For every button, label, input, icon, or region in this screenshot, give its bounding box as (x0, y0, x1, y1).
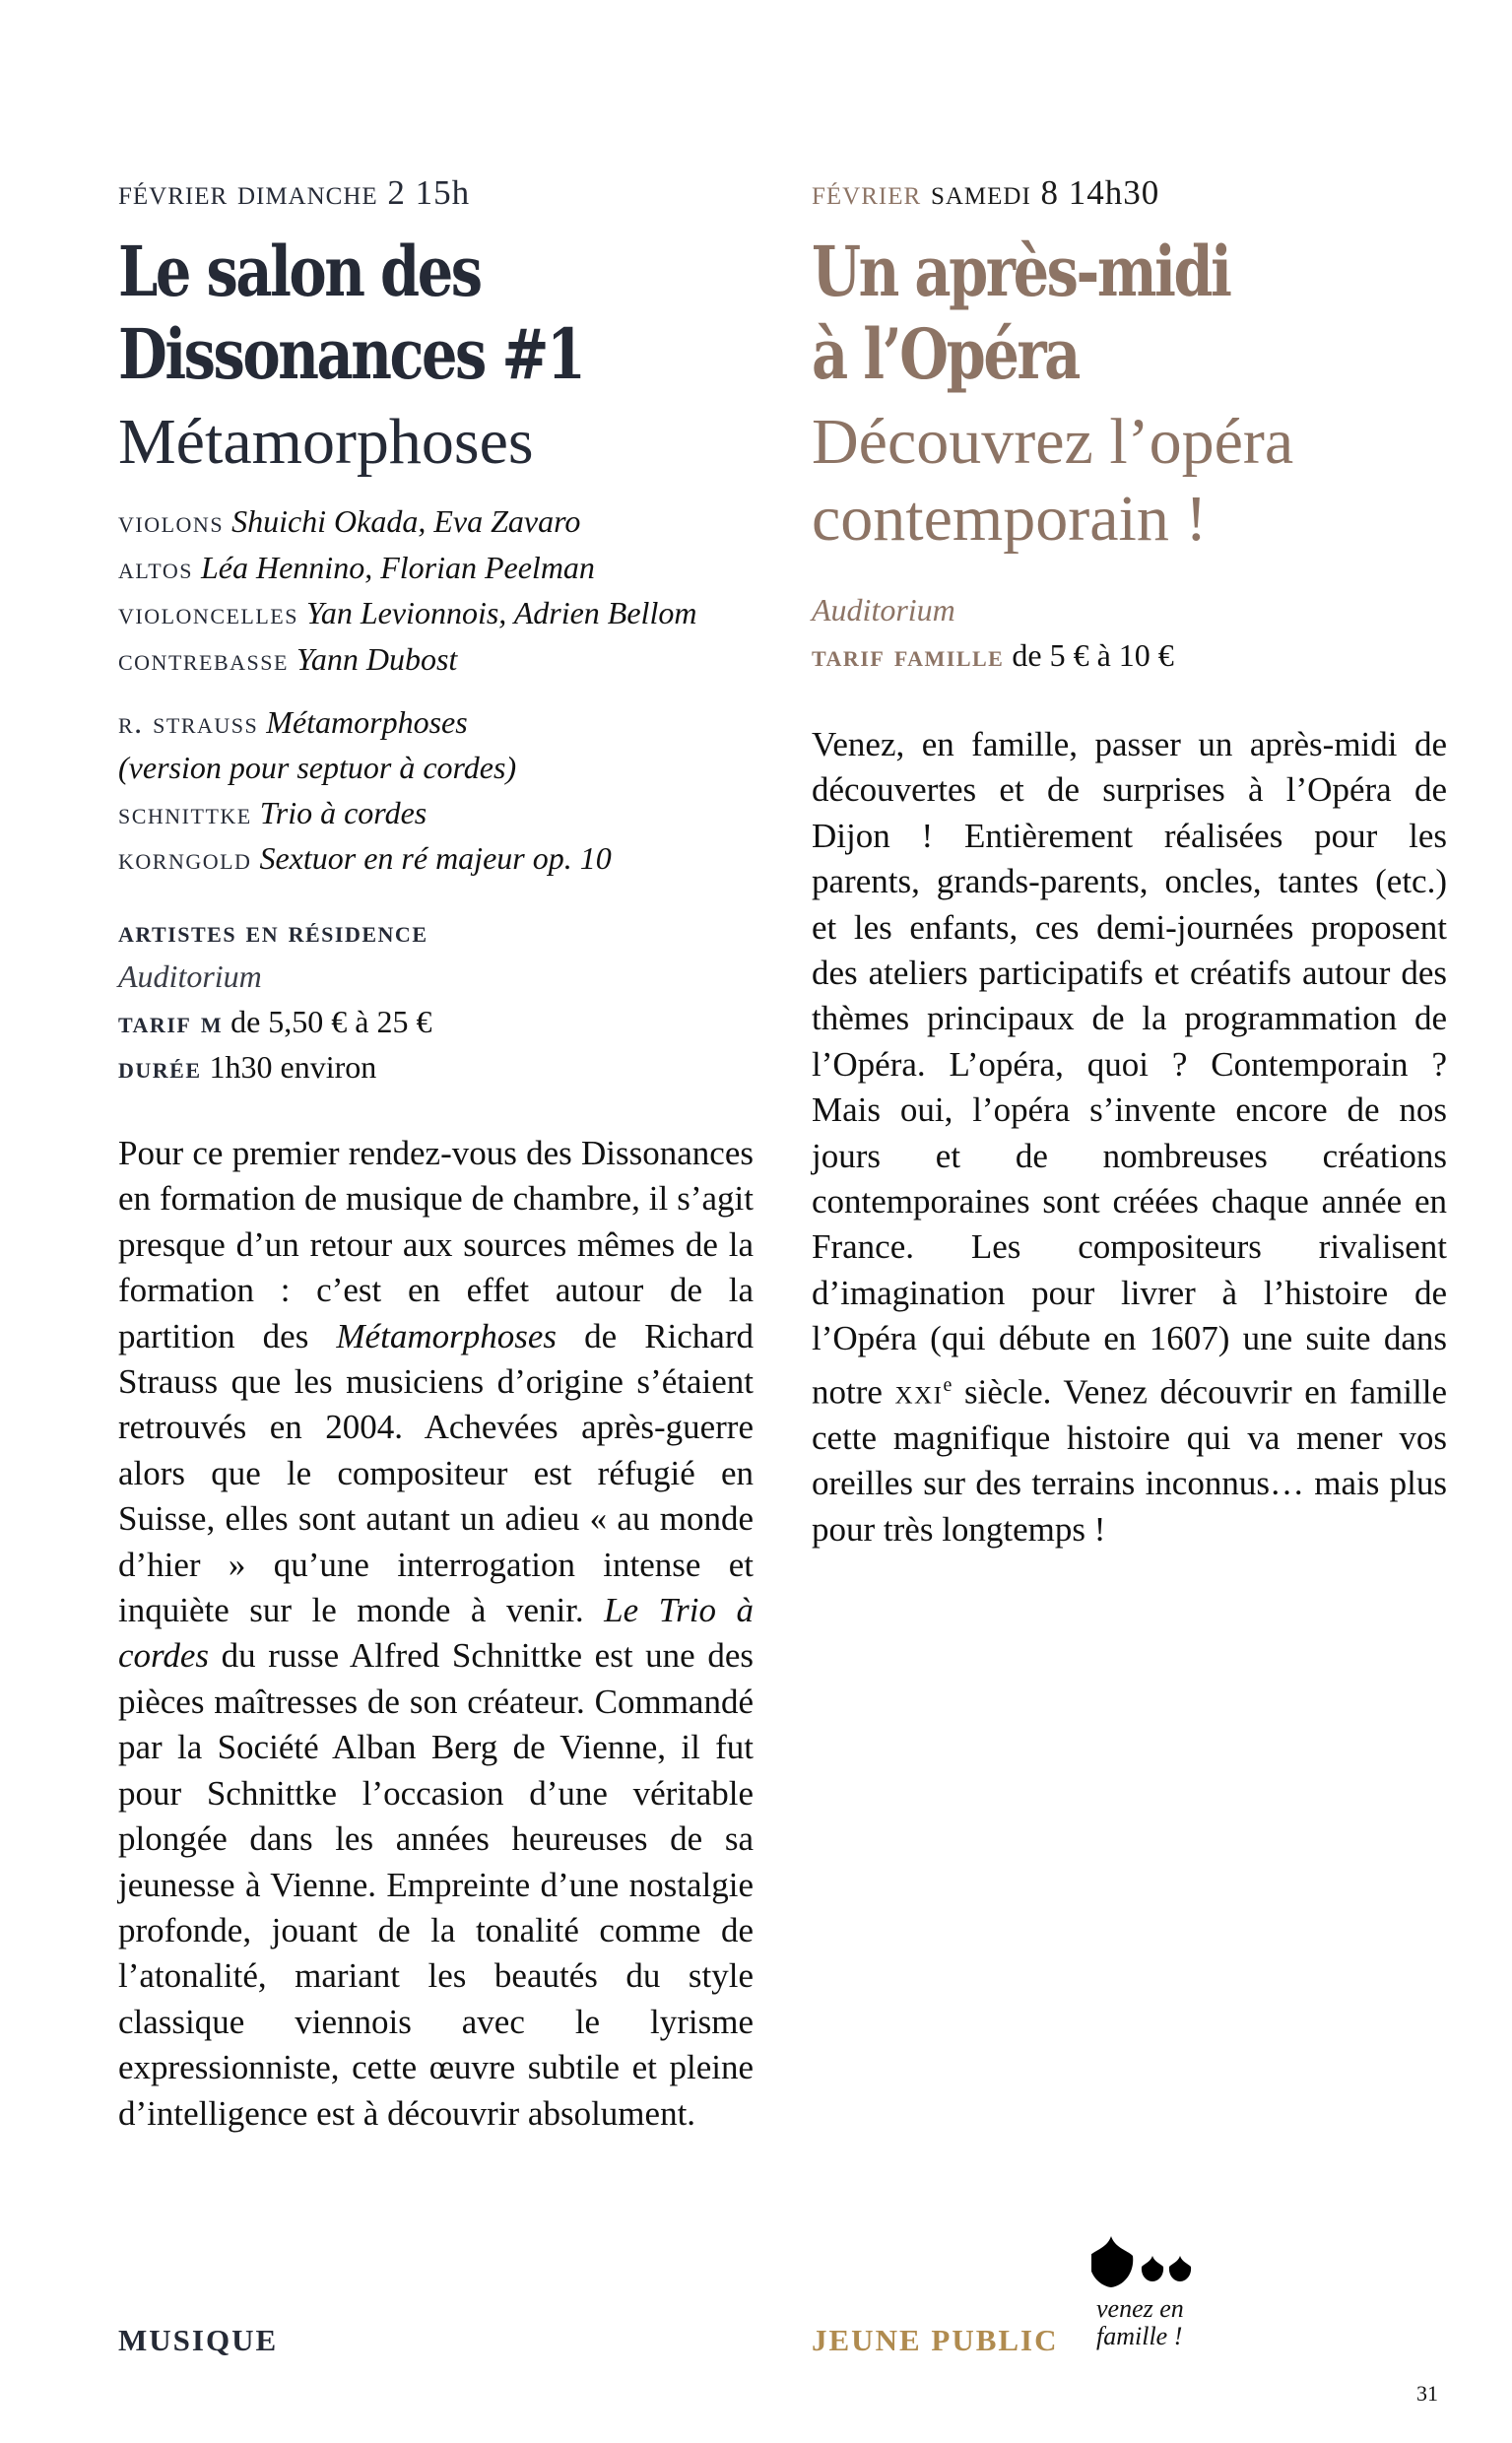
price-label: tarif famille (812, 637, 1005, 673)
credit-role: violoncelles (118, 595, 298, 630)
price-label: tarif m (118, 1004, 224, 1039)
event-title-line-1: Un après-midi (812, 231, 1230, 312)
event-practical-info (812, 587, 1174, 678)
work-composer: schnittke (118, 795, 252, 830)
family-drops-icon (1091, 2236, 1210, 2291)
section-label-musique: MUSIQUE (118, 2323, 279, 2357)
date-time: 2 15h (387, 173, 471, 212)
century-numeral: xxi (894, 1372, 944, 1412)
description-text: Venez, en famille, passer un après-midi de découvertes et de surprises à l’Opéra de Dijon ! Entièrement réalisées pour les parents, grands-parents, oncles, tantes (etc.) et les enfants, ces demi-journées proposent des ateliers participatifs et créatifs autour des thèmes principaux de la programmation de l’Opéra. L’opéra, quoi ? Contemporain ? Mais oui, l’opéra s’invente encore de nos jours et de nombreuses créations contemporaines sont créées chaque année en France. Les compositeurs rivalisent d’imagination pour livrer à l’histoire de l’Opéra (qui débute en 1607) une suite dans notre (812, 725, 1447, 1412)
price-value: de 5 € à 10 € (1012, 637, 1174, 673)
event-subtitle-line-2: contemporain ! (812, 483, 1208, 555)
event-subtitle (812, 404, 1293, 558)
event-description (812, 722, 1447, 1552)
work-line (118, 699, 612, 745)
program-works (118, 699, 612, 881)
event-title-line-2: Dissonances #1 (118, 313, 584, 395)
section-label-jeune-public: JEUNE PUBLIC (812, 2323, 1059, 2357)
work-title: Trio à cordes (259, 795, 427, 830)
work-title: (version pour septuor à cordes) (118, 750, 517, 785)
date-month: février (812, 173, 922, 212)
event-description (118, 1131, 754, 2137)
credit-names: Yan Levionnois, Adrien Bellom (305, 595, 697, 630)
event-title-line-1: Le salon des (118, 231, 481, 312)
price-line (812, 632, 1174, 678)
work-line (118, 790, 612, 835)
work-line (118, 745, 612, 790)
century-superscript: e (943, 1373, 953, 1396)
description-emphasis: Le Trio à cordes (118, 1591, 754, 1676)
event-title (118, 231, 584, 396)
credit-line (118, 498, 696, 545)
family-badge-line-1: venez en (1096, 2294, 1184, 2323)
family-badge-text (1096, 2295, 1184, 2350)
family-badge-line-2: famille ! (1096, 2322, 1183, 2350)
date-month: février (118, 173, 229, 212)
event-date (118, 173, 470, 213)
credit-role: altos (118, 549, 193, 585)
description-text: du russe Alfred Schnittke est une des pièces maîtresses de son créateur. Commandé par la Société Alban Berg de Vienne, il fut pour Schnittke l’occasion d’une véritable plongée dans les années heureuses de sa jeunesse à Vienne. Empreinte d’une nostalgie profonde, jouant de la tonalité comme de l’atonalité, mariant les beautés du style classique viennois avec le lyrisme expressionniste, cette œuvre subtile et pleine d’intelligence est à découvrir absolument. (118, 1636, 754, 2133)
event-title (812, 231, 1230, 396)
credit-line (118, 545, 696, 591)
date-day: dimanche (236, 173, 378, 212)
event-practical-info (118, 908, 432, 1089)
credit-names: Léa Hennino, Florian Peelman (200, 549, 595, 585)
credit-names: Shuichi Okada, Eva Zavaro (231, 503, 581, 539)
date-time: 8 14h30 (1040, 173, 1160, 212)
work-line (118, 835, 612, 881)
description-emphasis: Métamorphoses (336, 1316, 557, 1355)
work-composer: korngold (118, 840, 252, 876)
work-title: Métamorphoses (266, 704, 468, 740)
work-composer: r. strauss (118, 704, 259, 740)
description-text: siècle. Venez découvrir en famille cette magnifique histoire qui va mener vos oreilles sur des terrains inconnus… mais plus pour très longtemps ! (812, 1372, 1447, 1549)
event-date (812, 173, 1159, 213)
price-value: de 5,50 € à 25 € (230, 1004, 432, 1039)
residency-label: artistes en résidence (118, 913, 428, 949)
date-day: samedi (930, 173, 1031, 212)
credit-line (118, 636, 696, 683)
page-number: 31 (1416, 2381, 1438, 2406)
work-title: Sextuor en ré majeur op. 10 (259, 840, 612, 876)
performer-credits (118, 498, 696, 682)
duration-value: 1h30 environ (209, 1049, 377, 1085)
credit-role: violons (118, 503, 225, 539)
event-subtitle-line-1: Découvrez l’opéra (812, 406, 1294, 478)
credit-names: Yann Dubost (296, 640, 458, 677)
event-title-line-2: à l’Opéra (812, 313, 1079, 395)
venue: Auditorium (812, 592, 955, 627)
venue: Auditorium (118, 958, 262, 994)
duration-label: durée (118, 1049, 202, 1085)
family-drops-graphic (1091, 2236, 1210, 2291)
credit-line (118, 590, 696, 636)
description-text: Pour ce premier rendez-vous des Dissonances en formation de musique de chambre, il s’agit presque d’un retour aux sources mêmes de la formation : c’est en effet autour de la partition des (118, 1134, 754, 1355)
price-line (118, 999, 432, 1044)
credit-role: contrebasse (118, 640, 289, 677)
event-subtitle: Métamorphoses (118, 406, 534, 478)
description-text: de Richard Strauss que les musiciens d’origine s’étaient retrouvés en 2004. Achevées après-guerre alors que le compositeur est réfugié en Suisse, elles sont autant un adieu « au monde d’hier » qu’une interrogation intense et inquiète sur le monde à venir. (118, 1316, 754, 1630)
duration-line (118, 1044, 432, 1089)
